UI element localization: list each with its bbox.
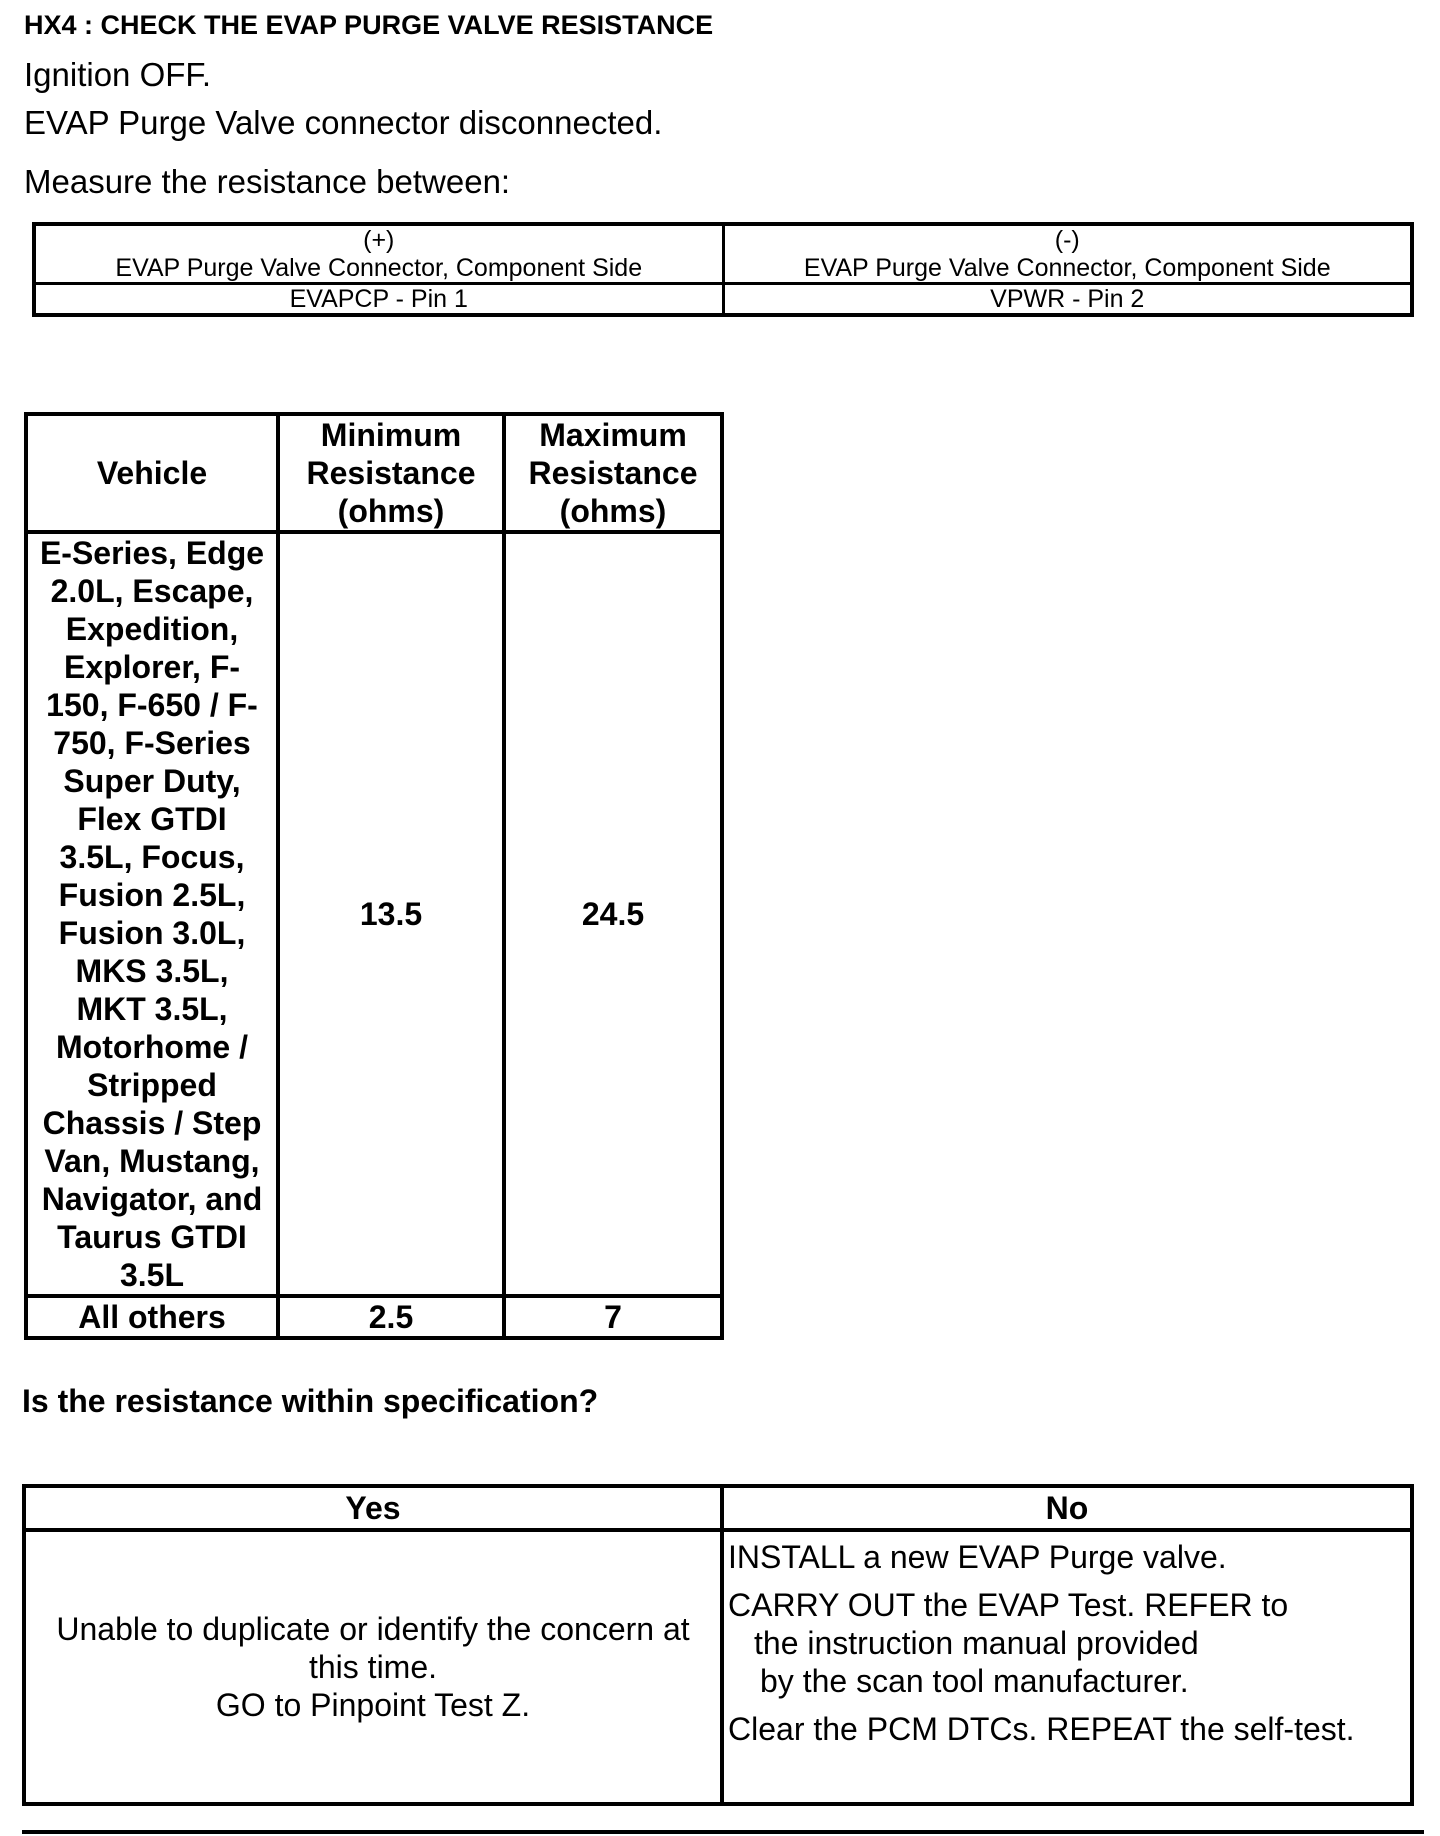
- vehicle-line: Navigator, and: [41, 1181, 263, 1217]
- vehicle-line: 2.0L, Escape,: [50, 573, 254, 609]
- positive-connector: EVAP Purge Valve Connector, Component Side: [115, 254, 643, 282]
- negative-lead-header: [723, 224, 1412, 284]
- vehicle-line: Van, Mustang,: [44, 1143, 260, 1179]
- no-line: by the scan tool manufacturer.: [760, 1663, 1189, 1699]
- no-line: INSTALL a new EVAP Purge valve.: [728, 1539, 1227, 1575]
- decision-table: [22, 1484, 1414, 1806]
- vehicle-others: All others: [26, 1296, 278, 1338]
- min-header-line: (ohms): [337, 493, 445, 529]
- table-row: [26, 1296, 722, 1338]
- condition-ignition: Ignition OFF.: [24, 56, 212, 93]
- vehicle-line: 3.5L, Focus,: [59, 839, 245, 875]
- vehicle-line: Taurus GTDI: [57, 1219, 247, 1255]
- vehicle-line: 750, F-Series: [53, 725, 251, 761]
- yes-header: Yes: [24, 1486, 722, 1530]
- vehicle-line: Fusion 3.0L,: [58, 915, 246, 951]
- vehicle-line: Super Duty,: [63, 763, 241, 799]
- vehicle-header: Vehicle: [26, 414, 278, 532]
- max-resistance-value: 7: [504, 1296, 722, 1338]
- measurement-pins-table: [32, 222, 1414, 317]
- no-header: No: [722, 1486, 1412, 1530]
- min-header-line: Minimum: [320, 417, 462, 453]
- vehicle-line: Explorer, F-: [63, 649, 241, 685]
- condition-connector: EVAP Purge Valve connector disconnected.: [24, 104, 663, 141]
- measure-intro: Measure the resistance between:: [24, 163, 511, 200]
- yes-line: Unable to duplicate or identify the concern at: [56, 1611, 690, 1647]
- min-header-line: Resistance: [306, 455, 476, 491]
- vehicle-line: Fusion 2.5L,: [58, 877, 246, 913]
- yes-action-cell: [24, 1530, 722, 1804]
- vehicle-line: E-Series, Edge: [39, 535, 265, 571]
- vehicle-list-cell: [26, 532, 278, 1296]
- vehicle-line: 150, F-650 / F-: [46, 687, 258, 723]
- min-resistance-value: 2.5: [278, 1296, 504, 1338]
- vehicle-line: MKS 3.5L,: [75, 953, 229, 989]
- min-resistance-header: [278, 414, 504, 532]
- bottom-divider: [22, 1830, 1424, 1834]
- spec-question: Is the resistance within specification?: [22, 1383, 599, 1419]
- vehicle-line: Stripped: [87, 1067, 217, 1103]
- max-resistance-header: [504, 414, 722, 532]
- positive-sign: (+): [363, 226, 395, 254]
- vehicle-line: 3.5L: [119, 1257, 185, 1293]
- no-line: Clear the PCM DTCs. REPEAT the self-test.: [728, 1711, 1355, 1747]
- vehicle-line: Flex GTDI: [77, 801, 227, 837]
- vehicle-line: Expedition,: [65, 611, 239, 647]
- page-title: HX4 : CHECK THE EVAP PURGE VALVE RESISTANCE: [24, 10, 714, 40]
- yes-line: this time.: [308, 1649, 438, 1685]
- no-line: CARRY OUT the EVAP Test. REFER to: [728, 1587, 1289, 1623]
- table-row: [26, 532, 722, 1296]
- max-resistance-value: 24.5: [504, 532, 722, 1296]
- vehicle-line: Chassis / Step: [42, 1105, 262, 1141]
- max-header-line: Resistance: [528, 455, 698, 491]
- positive-pin: EVAPCP - Pin 1: [34, 284, 723, 316]
- positive-lead-header: [34, 224, 723, 284]
- vehicle-line: MKT 3.5L,: [76, 991, 228, 1027]
- max-header-line: Maximum: [539, 417, 687, 453]
- negative-sign: (-): [1054, 226, 1080, 254]
- max-header-line: (ohms): [559, 493, 667, 529]
- negative-pin: VPWR - Pin 2: [723, 284, 1412, 316]
- resistance-spec-table: [24, 412, 724, 1340]
- no-line: the instruction manual provided: [754, 1625, 1199, 1661]
- vehicle-line: Motorhome /: [56, 1029, 248, 1065]
- negative-connector: EVAP Purge Valve Connector, Component Side: [803, 254, 1331, 282]
- no-action-cell: [722, 1530, 1412, 1804]
- min-resistance-value: 13.5: [278, 532, 504, 1296]
- yes-line: GO to Pinpoint Test Z.: [215, 1687, 531, 1723]
